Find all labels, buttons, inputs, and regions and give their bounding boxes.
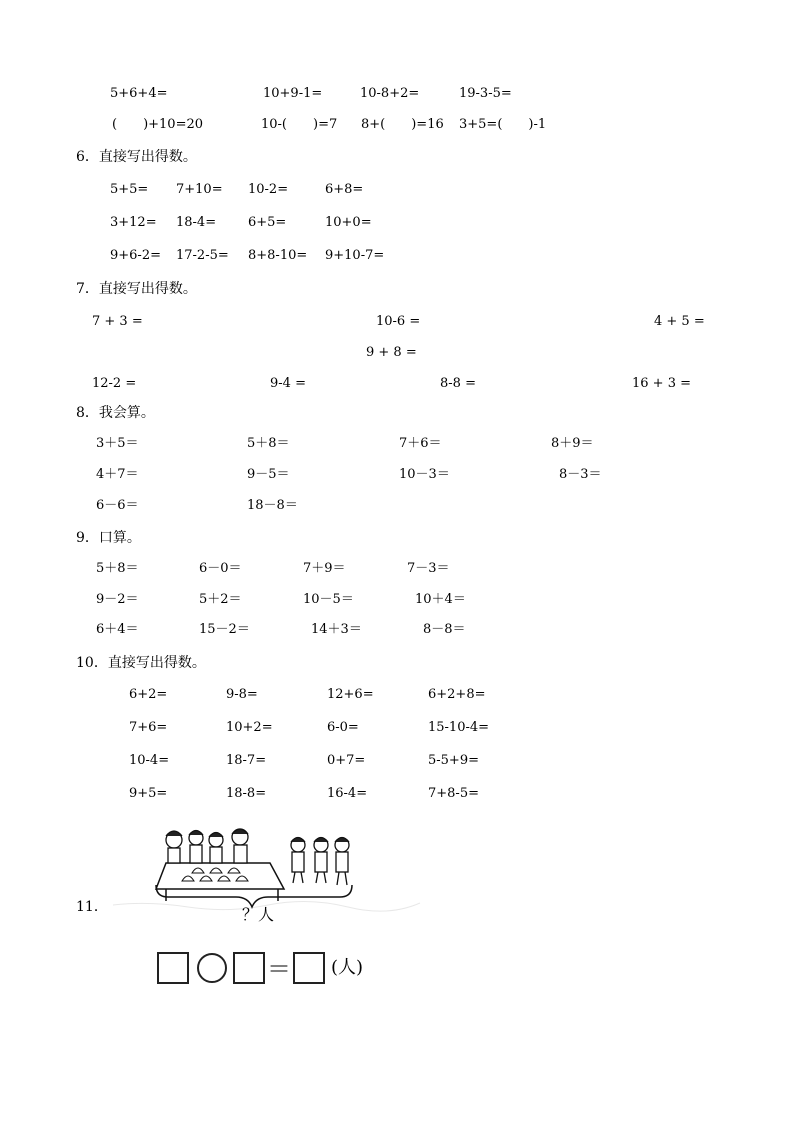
unit-label: (人) <box>331 957 364 978</box>
problem-s9-r3-2: 15－2＝ <box>199 622 250 637</box>
problem-s7-r3-2: 9-4 = <box>270 376 306 391</box>
problem-s10-r1-3: 12+6= <box>327 687 374 702</box>
problem-s10-r2-1: 7+6= <box>129 720 168 735</box>
problem-s8-r3-2: 18－8＝ <box>247 498 298 513</box>
section6-title: 6．直接写出得数。 <box>76 149 197 165</box>
equals-sign: ＝ <box>267 955 291 983</box>
problem-s5-r1-4: 19-3-5= <box>459 86 512 101</box>
problem-s8-r1-2: 5＋8＝ <box>247 436 290 451</box>
problem-s9-r2-4: 10＋4＝ <box>415 592 466 607</box>
problem-s10-r4-3: 16-4= <box>327 786 368 801</box>
problem-s10-r2-3: 6-0= <box>327 720 359 735</box>
problem-s9-r1-4: 7－3＝ <box>407 561 450 576</box>
problem-s6-r1-1: 5+5= <box>110 182 149 197</box>
problem-s7-r1-3: 4 + 5 = <box>654 314 705 329</box>
problem-s6-r3-3: 8+8-10= <box>248 248 308 263</box>
problem-s5-r2-3: 8+( )=16 <box>361 117 444 132</box>
problem-s6-r1-4: 6+8= <box>325 182 364 197</box>
problem-s5-r2-2: 10-( )=7 <box>261 117 338 132</box>
answer-box-2[interactable] <box>233 952 265 984</box>
question-total-label: ？人 <box>242 905 275 924</box>
problem-s9-r1-1: 5＋8＝ <box>96 561 139 576</box>
problem-s9-r3-1: 6＋4＝ <box>96 622 139 637</box>
problem-s9-r3-4: 8－8＝ <box>423 622 466 637</box>
problem-s8-r2-4: 8－3＝ <box>559 467 602 482</box>
problem-s10-r1-1: 6+2= <box>129 687 168 702</box>
problem-s10-r2-2: 10+2= <box>226 720 273 735</box>
section8-title: 8．我会算。 <box>76 405 155 421</box>
problem-s5-r1-3: 10-8+2= <box>360 86 420 101</box>
problem-s9-r3-3: 14＋3＝ <box>311 622 362 637</box>
problem-s10-r1-4: 6+2+8= <box>428 687 486 702</box>
answer-box-result[interactable] <box>293 952 325 984</box>
problem-s7-r1-2: 10-6 = <box>376 314 421 329</box>
problem-s7-r1-1: 7 + 3 = <box>92 314 143 329</box>
problem-s7-r3-1: 12-2 = <box>92 376 137 391</box>
problem-s8-r1-3: 7＋6＝ <box>399 436 442 451</box>
section9-title: 9．口算。 <box>76 530 141 546</box>
problem-s6-r3-1: 9+6-2= <box>110 248 161 263</box>
problem-s10-r3-3: 0+7= <box>327 753 366 768</box>
problem-s8-r3-1: 6－6＝ <box>96 498 139 513</box>
problem-s8-r2-1: 4＋7＝ <box>96 467 139 482</box>
problem-s6-r3-4: 9+10-7= <box>325 248 385 263</box>
problem-s6-r2-1: 3+12= <box>110 215 157 230</box>
problem-s10-r3-1: 10-4= <box>129 753 170 768</box>
problem-s10-r3-2: 18-7= <box>226 753 267 768</box>
section11-number: 11． <box>76 899 108 915</box>
problem-s8-r2-2: 9－5＝ <box>247 467 290 482</box>
problem-s5-r1-2: 10+9-1= <box>263 86 323 101</box>
problem-s6-r2-4: 10+0= <box>325 215 372 230</box>
answer-box-1[interactable] <box>157 952 189 984</box>
problem-s6-r2-3: 6+5= <box>248 215 287 230</box>
problem-s5-r2-1: ( )+10=20 <box>112 117 204 132</box>
problem-s9-r1-2: 6－0＝ <box>199 561 242 576</box>
problem-s10-r1-2: 9-8= <box>226 687 258 702</box>
problem-s8-r2-3: 10－3＝ <box>399 467 450 482</box>
problem-s7-r3-4: 16 + 3 = <box>632 376 691 391</box>
problem-s9-r2-2: 5＋2＝ <box>199 592 242 607</box>
problem-s6-r1-3: 10-2= <box>248 182 289 197</box>
problem-s9-r2-3: 10－5＝ <box>303 592 354 607</box>
operator-circle[interactable] <box>197 953 227 983</box>
problem-s5-r2-4: 3+5=( )-1 <box>459 117 547 132</box>
problem-s10-r4-1: 9+5= <box>129 786 168 801</box>
problem-s10-r2-4: 15-10-4= <box>428 720 490 735</box>
problem-s10-r3-4: 5-5+9= <box>428 753 479 768</box>
problem-s9-r1-3: 7＋9＝ <box>303 561 346 576</box>
problem-s8-r1-1: 3＋5＝ <box>96 436 139 451</box>
problem-s7-r3-3: 8-8 = <box>440 376 476 391</box>
problem-s10-r4-4: 7+8-5= <box>428 786 479 801</box>
problem-s8-r1-4: 8＋9＝ <box>551 436 594 451</box>
section7-title: 7．直接写出得数。 <box>76 281 197 297</box>
problem-s6-r2-2: 18-4= <box>176 215 217 230</box>
problem-s10-r4-2: 18-8= <box>226 786 267 801</box>
problem-s6-r1-2: 7+10= <box>176 182 223 197</box>
problem-s6-r3-2: 17-2-5= <box>176 248 229 263</box>
problem-s7-r2-1: 9 + 8 = <box>366 345 417 360</box>
section10-title: 10．直接写出得数。 <box>76 655 206 671</box>
problem-s9-r2-1: 9－2＝ <box>96 592 139 607</box>
problem-s5-r1-1: 5+6+4= <box>110 86 168 101</box>
